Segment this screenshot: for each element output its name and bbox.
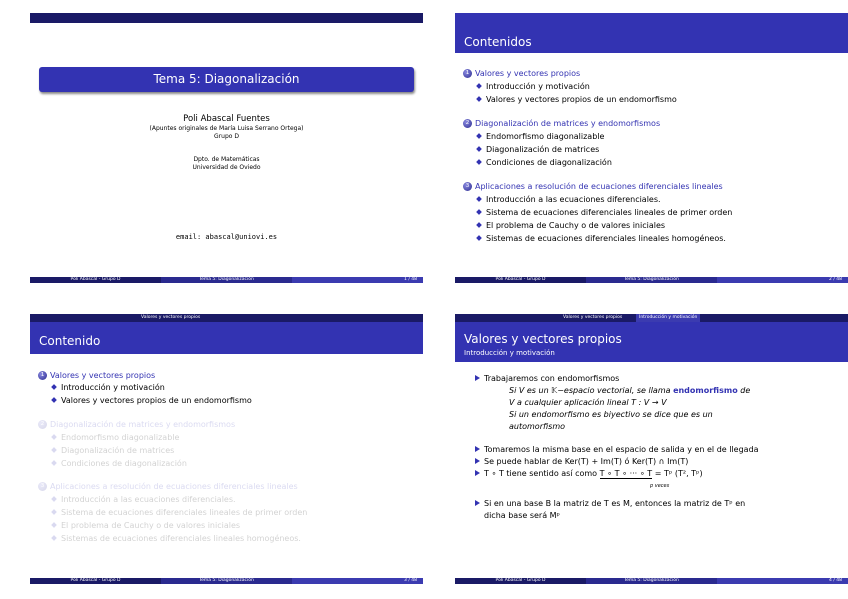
outline-subsection[interactable]: Condiciones de diagonalización xyxy=(52,459,187,468)
diamond-bullet-icon xyxy=(476,209,482,215)
outline-subsection[interactable]: Endomorfismo diagonalizable xyxy=(52,433,179,442)
slide-footer xyxy=(455,277,848,283)
diamond-bullet-icon xyxy=(51,460,57,466)
outline-subsection[interactable]: Sistema de ecuaciones diferenciales lineales de primer orden xyxy=(52,508,307,517)
page-number: 1 / 48 xyxy=(404,277,417,282)
footer-author: Poli Abascal - Grupo D xyxy=(455,277,586,283)
diamond-bullet-icon xyxy=(476,222,482,228)
outline-subsection[interactable]: Sistemas de ecuaciones diferenciales lineales homogéneos. xyxy=(477,234,726,243)
diamond-bullet-icon xyxy=(51,384,57,390)
section-number-ball: 2 xyxy=(38,420,47,429)
university: Universidad de Oviedo xyxy=(192,164,261,171)
triangle-bullet-icon xyxy=(475,500,480,506)
footer-title: Tema 5: Diagonalización xyxy=(586,277,717,283)
section-nav-bar xyxy=(455,314,848,322)
triangle-bullet-icon xyxy=(475,458,480,464)
frame-subtitle: Introducción y motivación xyxy=(464,349,555,357)
outline-subsection[interactable]: Valores y vectores propios de un endomorfismo xyxy=(52,396,252,405)
diamond-bullet-icon xyxy=(476,133,482,139)
section-number-ball: 1 xyxy=(463,69,472,78)
frame-header xyxy=(455,13,848,53)
diamond-bullet-icon xyxy=(51,434,57,440)
author-name: Poli Abascal Fuentes xyxy=(183,114,270,124)
bullet-item: Se puede hablar de Ker(T) + Im(T) ó Ker(T) ∩ Im(T) xyxy=(475,457,688,466)
outline-subsection[interactable]: Introducción y motivación xyxy=(52,383,165,392)
highlight-term: endomorfismo xyxy=(673,386,738,395)
definition-line: Si V es un 𝕂−espacio vectorial, se llama endomorfismo de xyxy=(509,386,751,395)
diamond-bullet-icon xyxy=(51,509,57,515)
slide-footer xyxy=(30,277,423,283)
diamond-bullet-icon xyxy=(476,235,482,241)
outline-subsection[interactable]: Introducción y motivación xyxy=(477,82,590,91)
slide-2[interactable] xyxy=(455,13,848,283)
diamond-bullet-icon xyxy=(51,496,57,502)
footer-author: Poli Abascal - Grupo D xyxy=(30,277,161,283)
author-note: (Apuntes originales de María Luisa Serrano Ortega) xyxy=(149,125,304,132)
outline-section-3[interactable]: 3 Aplicaciones a resolución de ecuaciones diferenciales lineales xyxy=(38,482,298,491)
bullet-item: Tomaremos la misma base en el espacio de salida y en el de llegada xyxy=(475,445,759,454)
definition-line: Si un endomorfismo es biyectivo se dice que es un xyxy=(509,410,713,419)
section-number-ball: 1 xyxy=(38,371,47,380)
triangle-bullet-icon xyxy=(475,470,480,476)
diamond-bullet-icon xyxy=(476,196,482,202)
diamond-bullet-icon xyxy=(51,522,57,528)
footer-title: Tema 5: Diagonalización xyxy=(586,578,717,584)
outline-section-3[interactable]: 3 Aplicaciones a resolución de ecuaciones diferenciales lineales xyxy=(463,182,723,191)
bullet-item: Si en una base B la matriz de T es M, entonces la matriz de Tᵖ en xyxy=(475,499,745,508)
section-number-ball: 3 xyxy=(38,482,47,491)
footer-author: Poli Abascal - Grupo D xyxy=(30,578,161,584)
page-number: 3 / 48 xyxy=(404,578,417,583)
frame-title: Valores y vectores propios xyxy=(464,332,622,346)
page-number: 2 / 48 xyxy=(829,277,842,282)
footer-author: Poli Abascal - Grupo D xyxy=(455,578,586,584)
footer-title: Tema 5: Diagonalización xyxy=(161,277,292,283)
outline-subsection[interactable]: Sistemas de ecuaciones diferenciales lineales homogéneos. xyxy=(52,534,301,543)
bullet-item: Trabajaremos con endomorfismos xyxy=(475,374,619,383)
triangle-bullet-icon xyxy=(475,375,480,381)
nav-subsection[interactable]: Introducción y motivación xyxy=(636,314,700,322)
outline-subsection[interactable]: El problema de Cauchy o de valores iniciales xyxy=(52,521,240,530)
outline-subsection[interactable]: Condiciones de diagonalización xyxy=(477,158,612,167)
slide-footer xyxy=(455,578,848,584)
diamond-bullet-icon xyxy=(51,535,57,541)
slide-footer xyxy=(30,578,423,584)
nav-section[interactable]: Valores y vectores propios xyxy=(563,315,623,320)
section-number-ball: 2 xyxy=(463,119,472,128)
page-number: 4 / 48 xyxy=(829,578,842,583)
diamond-bullet-icon xyxy=(476,159,482,165)
slide-1[interactable] xyxy=(30,13,423,283)
outline-section-2[interactable]: 2 Diagonalización de matrices y endomorfismos xyxy=(38,420,235,429)
bullet-continuation: dicha base será Mᵖ xyxy=(484,511,560,520)
definition-line: V a cualquier aplicación lineal T : V → V xyxy=(509,398,667,407)
presentation-title: Tema 5: Diagonalización xyxy=(39,67,414,92)
section-number-ball: 3 xyxy=(463,182,472,191)
slide-top-bar xyxy=(30,13,423,23)
triangle-bullet-icon xyxy=(475,446,480,452)
diamond-bullet-icon xyxy=(476,83,482,89)
outline-section-2[interactable]: 2 Diagonalización de matrices y endomorfismos xyxy=(463,119,660,128)
bullet-item: T ∘ T tiene sentido así como T ∘ T ∘ ··· ∘ T = Tᵖ (T², Tᵖ) xyxy=(475,469,703,478)
section-nav-bar xyxy=(30,314,423,322)
outline-section-1[interactable]: 1 Valores y vectores propios xyxy=(38,371,155,380)
composition-expression: T ∘ T ∘ ··· ∘ T xyxy=(599,469,653,478)
slide-3[interactable] xyxy=(30,314,423,584)
definition-line: automorfismo xyxy=(509,422,566,431)
group: Grupo D xyxy=(214,133,239,140)
department: Dpto. de Matemáticas xyxy=(193,156,260,163)
nav-section[interactable]: Valores y vectores propios xyxy=(138,314,203,322)
outline-subsection[interactable]: Diagonalización de matrices xyxy=(477,145,599,154)
outline-section-1[interactable]: 1 Valores y vectores propios xyxy=(463,69,580,78)
outline-subsection[interactable]: Valores y vectores propios de un endomorfismo xyxy=(477,95,677,104)
outline-subsection[interactable]: Introducción a las ecuaciones diferenciales. xyxy=(477,195,661,204)
outline-subsection[interactable]: Diagonalización de matrices xyxy=(52,446,174,455)
email: email: abascal@uniovi.es xyxy=(175,233,278,241)
frame-title: Contenido xyxy=(39,334,101,348)
diamond-bullet-icon xyxy=(51,397,57,403)
underbrace-label: p veces xyxy=(650,483,670,489)
diamond-bullet-icon xyxy=(51,447,57,453)
slide-4[interactable] xyxy=(455,314,848,584)
frame-title: Contenidos xyxy=(464,35,532,49)
footer-title: Tema 5: Diagonalización xyxy=(161,578,292,584)
outline-subsection[interactable]: Endomorfismo diagonalizable xyxy=(477,132,604,141)
diamond-bullet-icon xyxy=(476,96,482,102)
outline-subsection[interactable]: El problema de Cauchy o de valores iniciales xyxy=(477,221,665,230)
outline-subsection[interactable]: Introducción a las ecuaciones diferenciales. xyxy=(52,495,236,504)
frame-header xyxy=(30,322,423,354)
outline-subsection[interactable]: Sistema de ecuaciones diferenciales lineales de primer orden xyxy=(477,208,732,217)
frame-header xyxy=(455,322,848,362)
diamond-bullet-icon xyxy=(476,146,482,152)
